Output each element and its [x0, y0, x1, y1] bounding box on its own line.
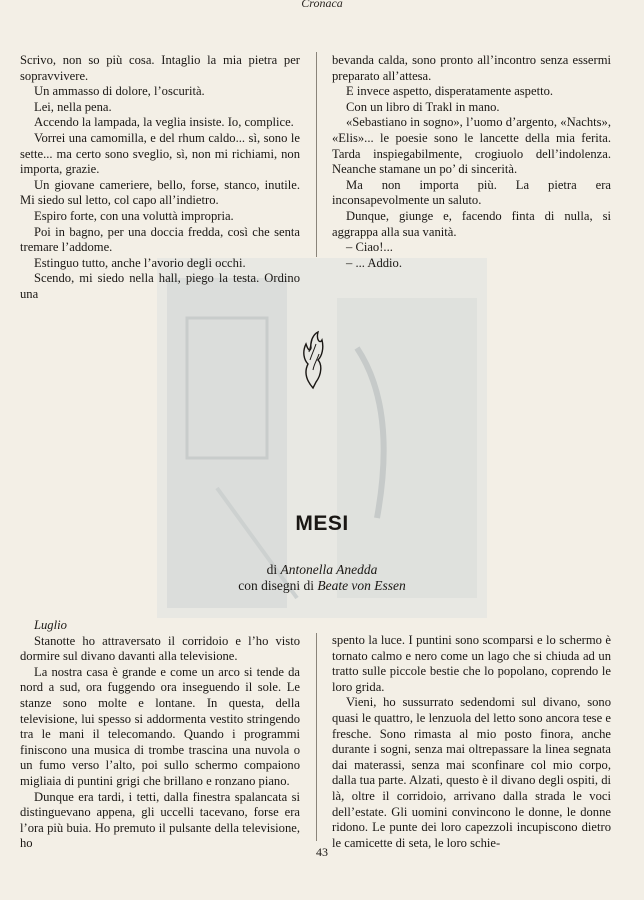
byline-illustrations-prefix: con disegni di: [238, 578, 314, 593]
paragraph: Estinguo tutto, anche l’avorio degli occhi.: [34, 255, 246, 270]
paragraph: Dunque era tardi, i tetti, dalla finestra spalancata si distinguevano appena, gli uccelli tacevano, forse era l’ora più buia. Ho premuto il pulsante della televisione, ho: [20, 789, 300, 851]
column-top-left: [20, 53, 300, 303]
paragraph: La nostra casa è grande e come un arco si tende da nord a sud, ora fuggendo ora inseguendo il sole. Le stanze sono molte e lontane. In questa, della televisione, lui spesso si addormenta vestito stringendo tra le mani il telecomando. Quando i programmi finiscono una musica di trombe trascina una nuvola o un fumo verso l’alto, poi sullo schermo compaiono migliaia di puntini grigi che brillano e ronzano piano.: [20, 664, 300, 788]
paragraph: Vorrei una camomilla, e del rhum caldo... sì, sono le sette... ma certo sono sveglio, sì, non mi richiami, non importa, grazie.: [20, 130, 300, 177]
paragraph: Lei, nella pena.: [34, 99, 112, 114]
flame-inner-lines: [309, 340, 319, 370]
byline-illustrator: Beate von Essen: [317, 578, 406, 593]
article-title: MESI: [295, 512, 349, 535]
paragraph: Vieni, ho sussurrato sedendomi sul divano, sono quasi le quattro, le lenzuola del letto sono ancora tese e fresche. Sono rimasta al mio posto finora, anche durante i sogni, senza mai oltrepassare la linea segnata dai materassi, senza mai sconfinare col mio corpo, dalla tua parte. Alzati, questo è il divano degli ospiti, di là, oltre il corridoio, arrivano dalla strada le voci dell’estate. Gli uomini convincono le donne, le donne ridono. Le punte dei loro capezzoli incupiscono dietro le camicette di seta, le loro schie-: [332, 695, 611, 850]
paragraph: Un ammasso di dolore, l’oscurità.: [34, 84, 205, 99]
paragraph: Accendo la lampada, la veglia insiste. Io, complice.: [34, 115, 294, 130]
illustration-panel-right: [337, 298, 477, 598]
byline-prefix: di: [266, 562, 278, 577]
byline: [0, 562, 644, 594]
paragraph: Dunque, giunge e, facendo finta di nulla, si aggrappa alla sua vanità.: [332, 208, 611, 239]
flame-outline: [304, 332, 323, 388]
paragraph: Scendo, mi siedo nella hall, piego la testa. Ordino una: [20, 271, 300, 301]
paragraph: «Sebastiano in sogno», l’uomo d’argento, «Nachts», «Elis»... le poesie sono le lancette della mia ferita. Tarda inspiegabilmente, crogiuolo dell’indolenza. Neanche stamane un po’ di sincerità.: [332, 115, 611, 177]
month-label: Luglio: [34, 618, 67, 632]
column-divider-top: [316, 52, 317, 257]
byline-illustrator-row: [0, 578, 644, 594]
running-head: Cronaca: [301, 0, 343, 10]
paragraph: Ma non importa più. La pietra era inconsapevolmente un saluto.: [332, 177, 611, 208]
column-divider-bottom: [316, 633, 317, 841]
paragraph: Scrivo, non so più cosa. Intaglio la mia pietra per sopravvivere.: [20, 53, 300, 83]
paragraph: Un giovane cameriere, bello, forse, stanco, inutile. Mi siedo sul letto, col capo all’indietro.: [20, 177, 300, 208]
paragraph: Con un libro di Trakl in mano.: [346, 99, 500, 114]
column-top-right: [332, 53, 611, 271]
paragraph: bevanda calda, sono pronto all’incontro senza essermi preparato all’attesa.: [332, 53, 611, 83]
column-bottom-left: [20, 618, 300, 852]
paragraph: spento la luce. I puntini sono scomparsi e lo schermo è tornato calmo e nero come un lago che si chiuda ad un tratto sulle piccole bestie che lo popolano, coprendo le loro grida.: [332, 633, 611, 694]
flame-hand-ornament-icon: [298, 330, 328, 390]
paragraph: E invece aspetto, disperatamente aspetto.: [346, 84, 554, 99]
paragraph: Espiro forte, con una voluttà impropria.: [34, 208, 234, 223]
page-number: 43: [316, 845, 328, 859]
dialogue-line: – Ciao!...: [346, 240, 393, 255]
paragraph: Poi in bagno, per una doccia fredda, così che senta tremare l’addome.: [20, 224, 300, 255]
byline-author-row: [0, 562, 644, 578]
byline-author: Antonella Anedda: [280, 562, 378, 577]
column-bottom-right: [332, 633, 611, 851]
paragraph: Stanotte ho attraversato il corridoio e l’ho visto dormire sul divano davanti alla televisione.: [20, 633, 300, 664]
dialogue-line: – ... Addio.: [346, 255, 402, 270]
